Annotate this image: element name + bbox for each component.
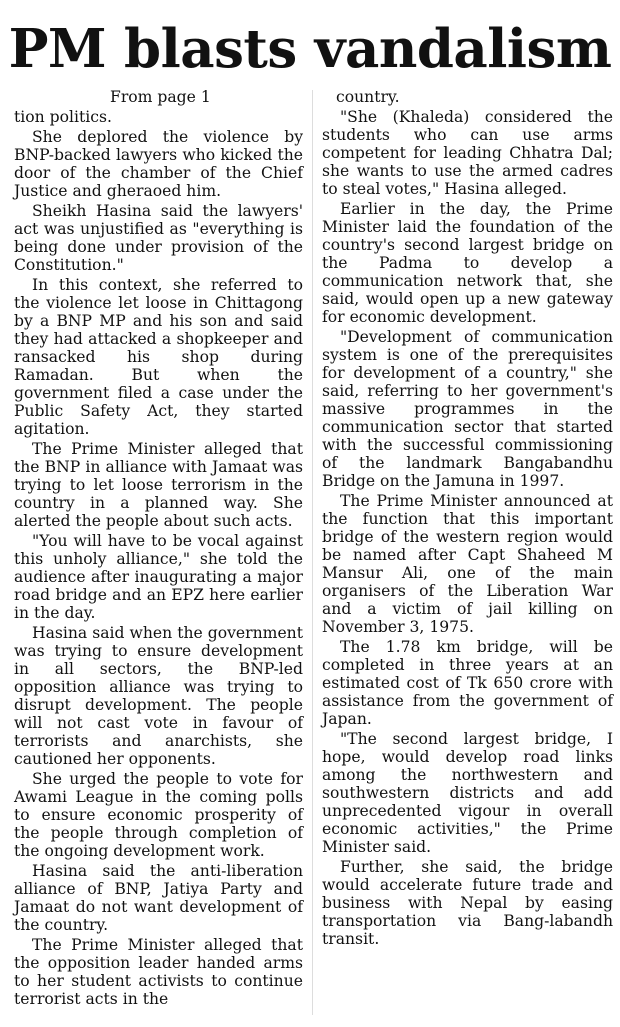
paragraph: Hasina said the anti-liberation alliance of BNP, Jatiya Party and Jamaat do not want development of the country. xyxy=(14,862,303,934)
paragraph: tion politics. xyxy=(14,108,112,126)
paragraph: "Development of communication system is one of the prerequisites for development of a country," she said, referring to her government's massive programmes in the communication sector that started with the successful commissioning of the landmark Bangabandhu Bridge on the Jamuna in 1997. xyxy=(322,328,613,490)
paragraph: The Prime Minister alleged that the opposition leader handed arms to her student activists to continue terrorist acts in the xyxy=(14,936,303,1008)
headline: PM blasts vandalism xyxy=(8,18,612,80)
paragraph: "She (Khaleda) considered the students who can use arms competent for leading Chhatra Dal; she wants to use the armed cadres to steal votes," Hasina alleged. xyxy=(322,108,613,198)
column-divider xyxy=(312,90,313,1015)
paragraph: Sheikh Hasina said the lawyers' act was unjustified as "everything is being done under provision of the Constitution." xyxy=(14,202,303,274)
paragraph: Earlier in the day, the Prime Minister laid the foundation of the country's second largest bridge on the Padma to develop a communication network that, she said, would open up a new gateway for economic development. xyxy=(322,200,613,326)
paragraph: "The second largest bridge, I hope, would develop road links among the northwestern and southwestern districts and add unprecedented vigour in overall economic activities," the Prime Minister said. xyxy=(322,730,613,856)
paragraph: "You will have to be vocal against this unholy alliance," she told the audience after inaugurating a major road bridge and an EPZ here earlier in the day. xyxy=(14,532,303,622)
paragraph: In this context, she referred to the violence let loose in Chittagong by a BNP MP and his son and said they had attacked a shopkeeper and ransacked his shop during Ramadan. But when the government filed a case under the Public Safety Act, they started agitation. xyxy=(14,276,303,438)
paragraph: The Prime Minister announced at the function that this important bridge of the western region would be named after Capt Shaheed M Mansur Ali, one of the main organisers of the Liberation War and a victim of jail killing on November 3, 1975. xyxy=(322,492,613,636)
paragraph: Hasina said when the government was trying to ensure development in all sectors, the BNP-led opposition alliance was trying to disrupt development. The people will not cast vote in favour of terrorists and anarchists, she cautioned her opponents. xyxy=(14,624,303,768)
right-column xyxy=(322,88,613,950)
paragraph: Further, she said, the bridge would accelerate future trade and business with Nepal by easing transportation via Bang-labandh transit. xyxy=(322,858,613,948)
left-column xyxy=(14,88,303,1010)
paragraph: The Prime Minister alleged that the BNP in alliance with Jamaat was trying to let loose terrorism in the country in a planned way. She alerted the people about such acts. xyxy=(14,440,303,530)
paragraph: She urged the people to vote for Awami League in the coming polls to ensure economic prosperity of the people through completion of the ongoing development work. xyxy=(14,770,303,860)
paragraph: The 1.78 km bridge, will be completed in three years at an estimated cost of Tk 650 crore with assistance from the government of Japan. xyxy=(322,638,613,728)
paragraph: She deplored the violence by BNP-backed lawyers who kicked the door of the chamber of the Chief Justice and gheraoed him. xyxy=(14,128,303,200)
continued-from-note: From page 1 xyxy=(110,88,211,106)
paragraph: country. xyxy=(336,88,400,106)
